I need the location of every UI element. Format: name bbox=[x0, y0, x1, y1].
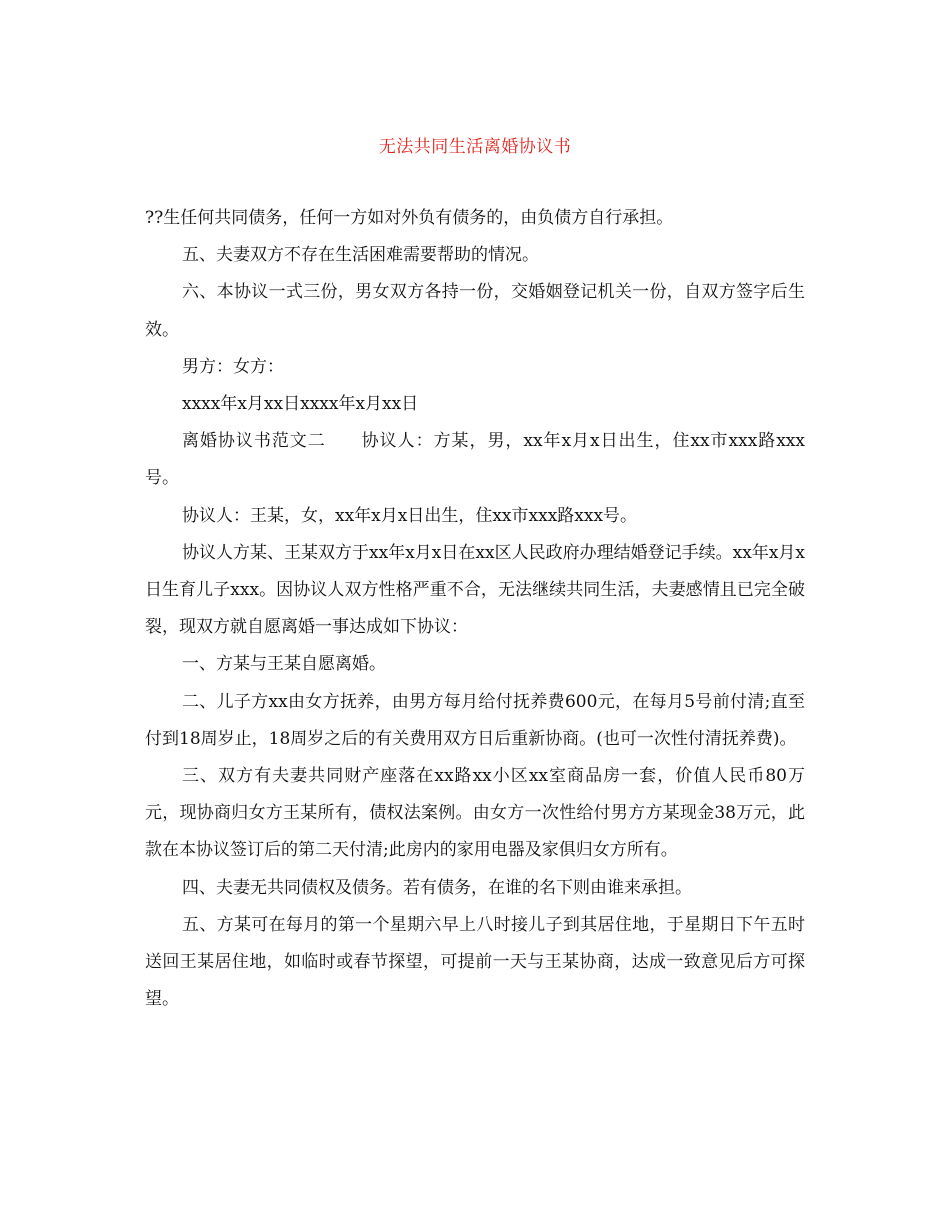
paragraph-preamble: 协议人方某、王某双方于xx年x月x日在xx区人民政府办理结婚登记手续。xx年x月x日生育儿子xxx。因协议人双方性格严重不合，无法继续共同生活，夫妻感情且已完全破裂，现双方就自愿离婚一事达成如下协议： bbox=[145, 542, 805, 638]
paragraph-article-4: 四、夫妻无共同债权及债务。若有债务，在谁的名下则由谁来承担。 bbox=[182, 877, 692, 898]
paragraph-party-2: 协议人：王某，女，xx年x月x日出生，住xx市xxx路xxx号。 bbox=[182, 505, 638, 526]
signature-line: 男方：女方： bbox=[182, 356, 284, 377]
paragraph-article-3: 三、双方有夫妻共同财产座落在xx路xx小区xx室商品房一套，价值人民币80万元，现协商归女方王某所有，债权法案例。由女方一次性给付男方方某现金38万元，此款在本协议签订后的第二天付清;此房内的家用电器及家俱归女方所有。 bbox=[145, 766, 805, 861]
paragraph-party-1: 离婚协议书范文二 协议人：方某，男，xx年x月x日出生，住xx市xxx路xxx号。 bbox=[145, 431, 805, 489]
date-line: xxxx年x月xx日xxxx年x月xx日 bbox=[182, 394, 419, 415]
paragraph-article-2: 二、儿子方xx由女方抚养，由男方每月给付抚养费600元，在每月5号前付清;直至付到18周岁止，18周岁之后的有关费用双方日后重新协商。(也可一次性付清抚养费)。 bbox=[145, 691, 805, 749]
paragraph-continuation: ??生任何共同债务，任何一方如对外负有债务的，由负债方自行承担。 bbox=[145, 208, 674, 228]
document-body bbox=[145, 200, 805, 1018]
paragraph-article-1: 一、方某与王某自愿离婚。 bbox=[182, 654, 386, 675]
document-title: 无法共同生活离婚协议书 bbox=[378, 137, 572, 157]
paragraph-clause-6: 六、本协议一式三份，男女双方各持一份，交婚姻登记机关一份，自双方签字后生效。 bbox=[145, 282, 805, 340]
paragraph-clause-5: 五、夫妻双方不存在生活困难需要帮助的情况。 bbox=[182, 245, 539, 266]
paragraph-article-5: 五、方某可在每月的第一个星期六早上八时接儿子到其居住地，于星期日下午五时送回王某居住地，如临时或春节探望，可提前一天与王某协商，达成一致意见后方可探望。 bbox=[145, 914, 805, 1010]
